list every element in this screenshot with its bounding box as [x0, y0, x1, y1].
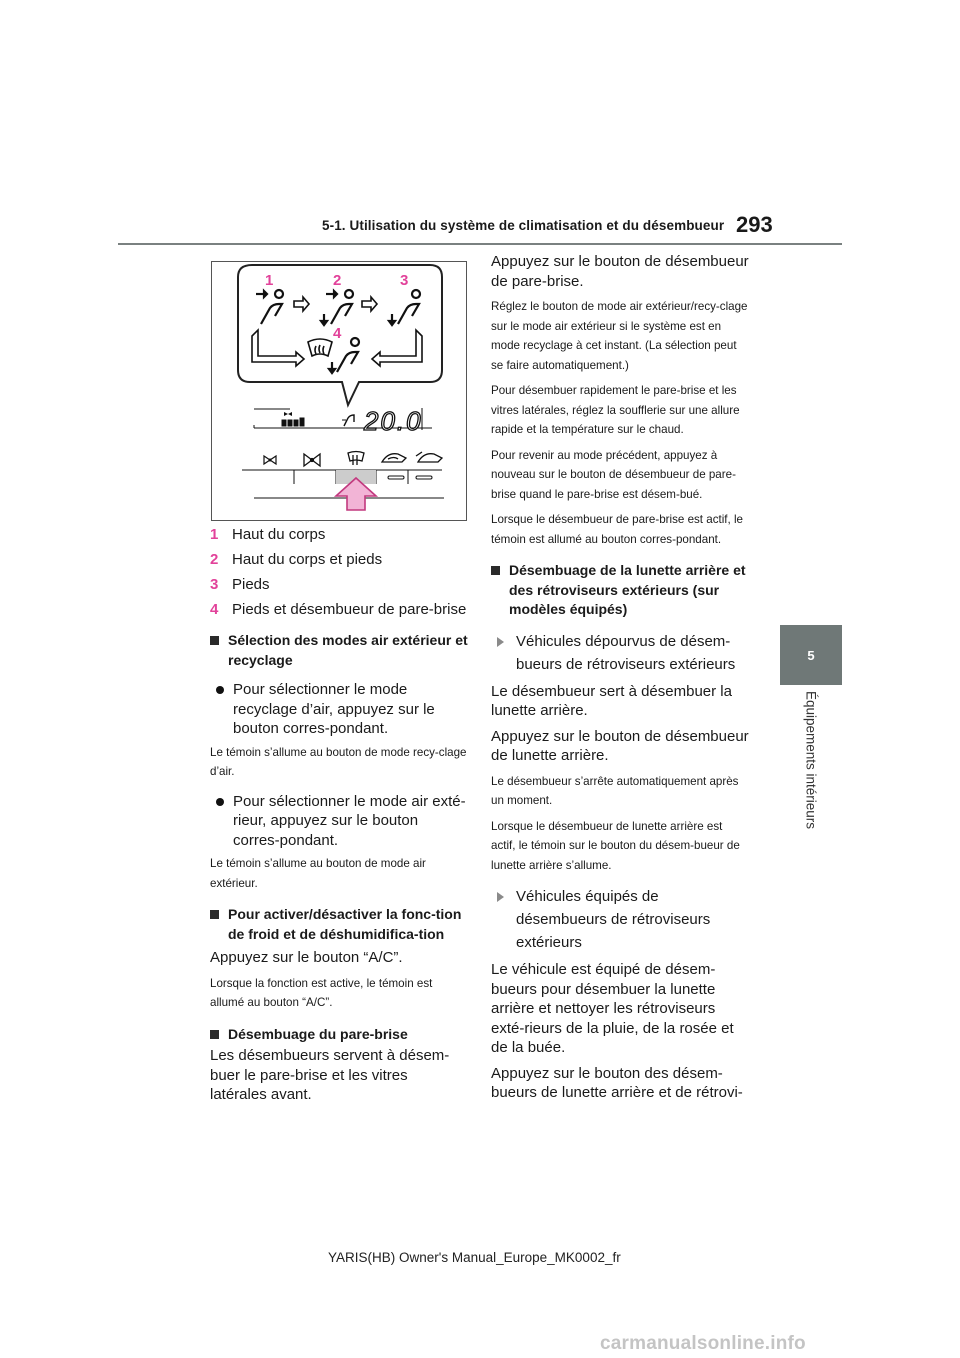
chapter-tab: [780, 625, 842, 685]
legend-text: Haut du corps et pieds: [232, 551, 383, 568]
heading-ac: Pour activer/désactiver la fonc-tion de froid et de déshumidifica-tion: [210, 905, 468, 944]
note-set-fresh-air: Réglez le bouton de mode air extérieur/recy-clage sur le mode air extérieur si le système est en mode recyclage à cet instant. (La sélection peut se faire automatiquement.): [491, 300, 748, 372]
note-ac: Lorsque la fonction est active, le témoin est allumé au bouton “A/C”.: [210, 976, 433, 1009]
legend-text: Haut du corps: [232, 526, 326, 543]
note-auto-off: Le désembueur s’arrête automatiquement après un moment.: [491, 774, 739, 807]
chapter-number: 5: [807, 647, 815, 663]
mode-label-1: 1: [265, 272, 274, 289]
legend-list: [210, 525, 468, 619]
subheading-with-mirror-defoggers: Véhicules équipés de désembueurs de rétroviseurs extérieurs: [491, 885, 749, 954]
right-column: [491, 252, 749, 1103]
note-recirculation: Le témoin s’allume au bouton de mode recy-clage d’air.: [210, 745, 467, 778]
fan-low-icon: [264, 456, 276, 464]
note-fresh-air: Le témoin s’allume au bouton de mode air extérieur.: [210, 857, 426, 890]
climate-panel-illustration: [211, 261, 467, 521]
legend-item: [210, 550, 468, 569]
note-return-mode: Pour revenir au mode précédent, appuyez à nouveau sur le bouton de désembueur de pare-brise quand le pare-brise est désem-bué.: [491, 448, 736, 501]
legend-number: 2: [210, 551, 219, 568]
chapter-name: [758, 690, 864, 830]
manual-title-footer: YARIS(HB) Owner's Manual_Europe_MK0002_fr: [328, 1250, 621, 1265]
legend-number: 1: [210, 526, 219, 543]
paragraph-press-mirror-defoggers: Appuyez sur le bouton des désem-bueurs de lunette arrière et de rétrovi-: [491, 1064, 743, 1101]
heading-air-modes: Sélection des modes air extérieur et recyclage: [210, 631, 468, 670]
note-indicator: Lorsque le désembueur de pare-brise est actif, le témoin est allumé au bouton corres-pondant.: [491, 513, 743, 546]
subheading-without-mirror-defoggers: Véhicules dépourvus de désem-bueurs de rétroviseurs extérieurs: [491, 630, 749, 676]
mode-label-4: 4: [333, 325, 342, 342]
legend-number: 3: [210, 576, 219, 593]
heading-rear-defogger: Désembuage de la lunette arrière et des rétroviseurs extérieurs (sur modèles équipés): [491, 561, 749, 620]
chapter-name-label: Équipements intérieurs: [803, 690, 819, 830]
heading-windshield-defog: Désembuage du pare-brise: [210, 1025, 468, 1045]
legend-text: Pieds et désembueur de pare-brise: [232, 601, 467, 618]
windshield-defrost-icon: [348, 452, 364, 466]
fan-high-icon: [304, 454, 320, 466]
legend-item: [210, 600, 468, 619]
fresh-air-icon: [416, 452, 442, 462]
note-rear-indicator: Lorsque le désembueur de lunette arrière est actif, le témoin sur le bouton du désem-bueur de lunette arrière s’allume.: [491, 819, 740, 872]
paragraph-press-defog: Appuyez sur le bouton de désembueur de pare-brise.: [491, 253, 749, 290]
section-title: 5-1. Utilisation du système de climatisation et du désembueur: [322, 218, 725, 233]
legend-text: Pieds: [232, 576, 270, 593]
legend-item: [210, 575, 468, 594]
paragraph-mirror-defoggers: Le véhicule est équipé de désem-bueurs pour désembuer la lunette arrière et nettoyer les rétroviseurs exté-rieurs de la pluie, de la rosée et de la buée.: [491, 961, 734, 1056]
mode-label-3: 3: [400, 272, 409, 289]
climate-panel-drawing: [212, 262, 468, 522]
page-number: 293: [736, 212, 773, 237]
paragraph-ac: Appuyez sur le bouton “A/C”.: [210, 949, 403, 966]
header-rule: [118, 243, 842, 245]
paragraph-press-rear-defogger: Appuyez sur le bouton de désembueur de lunette arrière.: [491, 727, 749, 764]
watermark: carmanualsonline.info: [600, 1333, 806, 1354]
note-quick-defog: Pour désembuer rapidement le pare-brise et les vitres latérales, réglez la soufflerie sur une allure rapide et la température sur le chaud.: [491, 384, 740, 436]
left-column: [210, 525, 468, 1105]
bullet-recirculation: Pour sélectionner le mode recyclage d’air, appuyez sur le bouton corres-pondant.: [210, 680, 468, 739]
legend-item: [210, 525, 468, 544]
mode-label-2: 2: [333, 272, 342, 289]
paragraph-rear-defogger: Le désembueur sert à désembuer la lunette arrière.: [491, 682, 732, 719]
temperature-display: 20.0: [364, 406, 423, 436]
legend-number: 4: [210, 601, 219, 618]
bullet-fresh-air: Pour sélectionner le mode air exté-rieur, appuyez sur le bouton corres-pondant.: [210, 792, 468, 851]
paragraph-windshield-defog: Les désembueurs servent à désem-buer le pare-brise et les vitres latérales avant.: [210, 1047, 450, 1103]
recirculation-icon: [382, 454, 406, 462]
